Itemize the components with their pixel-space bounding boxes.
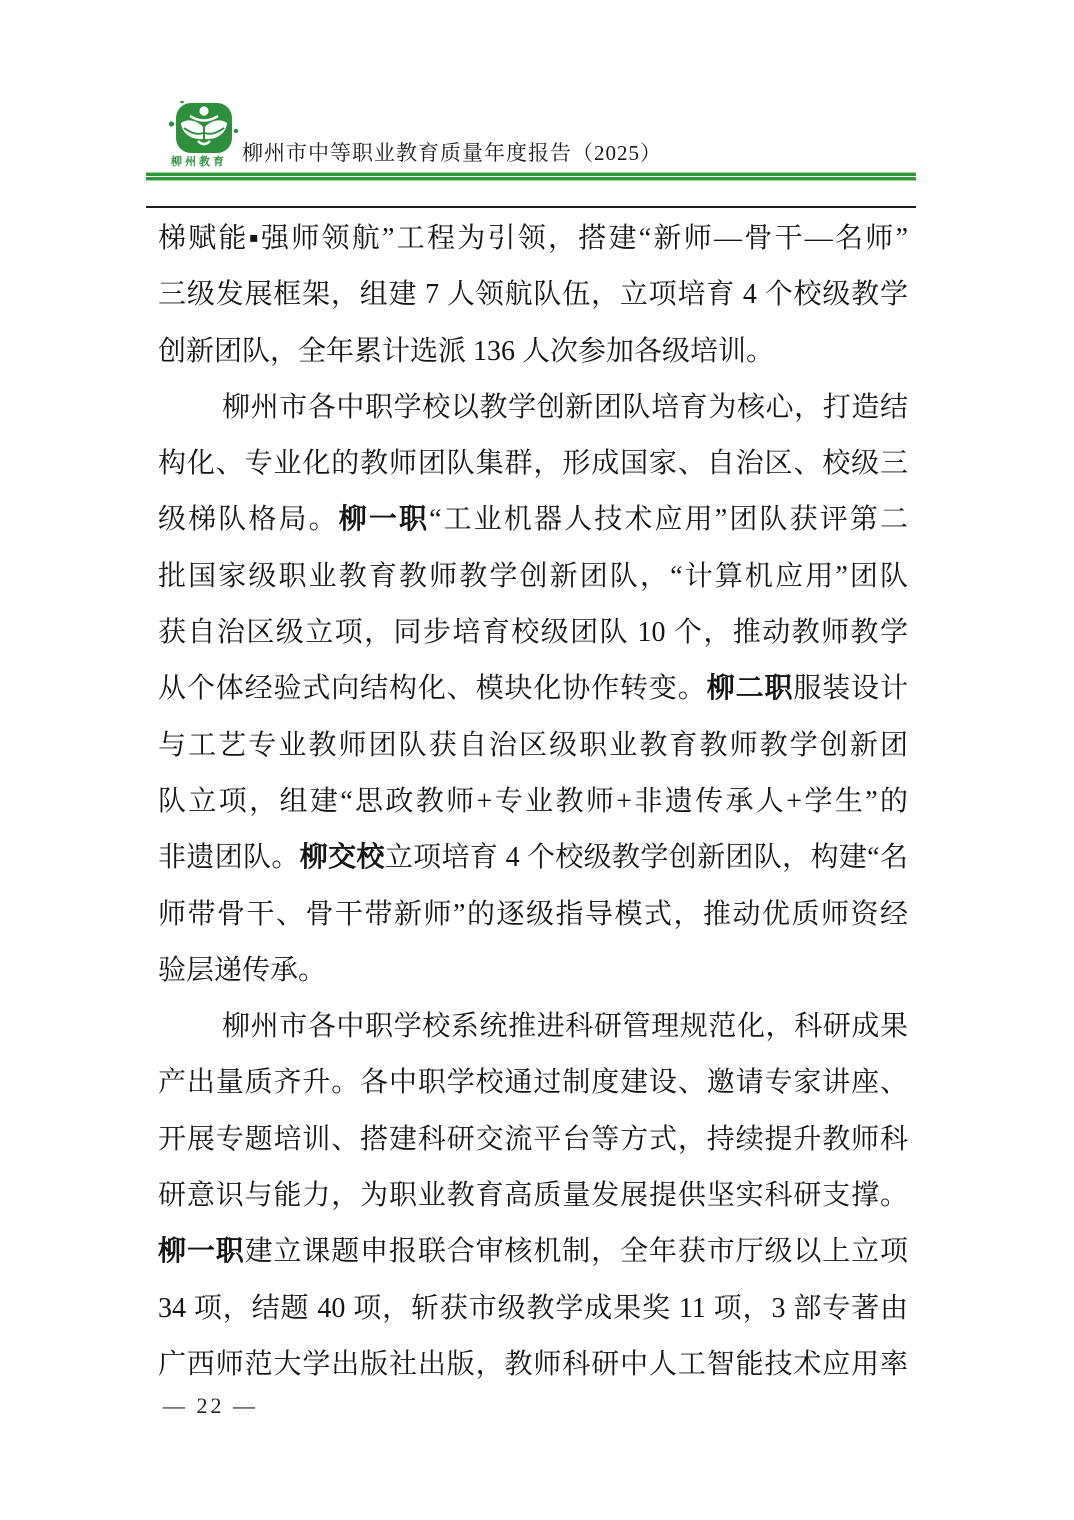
text-segment: 验层递传承。: [158, 954, 327, 986]
text-line: [158, 887, 908, 943]
text-line: [158, 1224, 908, 1280]
text-line: [158, 267, 908, 323]
paragraph: [158, 380, 908, 999]
liuzhou-education-logo-icon: [168, 101, 240, 155]
logo-caption: 柳州教育: [171, 156, 227, 168]
text-line: [158, 492, 908, 548]
text-segment: 广西师范大学出版社出版，教师科研中人工智能技术应用率: [158, 1348, 908, 1380]
school-name-bold: 柳一职: [158, 1236, 245, 1268]
text-line: [158, 211, 908, 267]
paragraph: [158, 999, 908, 1393]
text-segment: 从个体经验式向结构化、模块化协作转变。: [158, 673, 707, 705]
document-body: [158, 211, 908, 1393]
text-line: [158, 436, 908, 492]
text-segment: 批国家级职业教育教师教学创新团队，“计算机应用”团队: [158, 560, 908, 592]
text-line: [158, 943, 908, 999]
text-segment: 梯赋能▪强师领航”工程为引领，搭建“新师—骨干—名师”: [158, 223, 908, 254]
text-line: [158, 549, 908, 605]
text-segment: 服装设计: [793, 673, 908, 705]
text-segment: 获自治区级立项，同步培育校级团队 10 个，推动教师教学: [158, 617, 908, 649]
text-segment: 开展专题培训、搭建科研交流平台等方式，持续提升教师科: [158, 1123, 908, 1155]
page-number: — 22 —: [163, 1393, 258, 1418]
text-line: [158, 1281, 908, 1337]
school-name-bold: 柳交校: [299, 842, 385, 874]
text-segment: 研意识与能力，为职业教育高质量发展提供坚实科研支撑。: [158, 1180, 908, 1212]
text-segment: 立项培育 4 个校级教学创新团队，构建“名: [384, 842, 908, 874]
text-segment: “工业机器人技术应用”团队获评第二: [429, 504, 908, 536]
text-segment: 师带骨干、骨干带新师”的逐级指导模式，推动优质师资经: [158, 898, 908, 930]
text-line: [158, 830, 908, 886]
text-segment: 三级发展框架，组建 7 人领航队伍，立项培育 4 个校级教学: [158, 279, 908, 311]
school-name-bold: 柳二职: [706, 673, 794, 705]
school-name-bold: 柳一职: [338, 504, 430, 536]
text-segment: 建立课题申报联合审核机制，全年获市厅级以上立项: [244, 1236, 908, 1268]
paragraph: [158, 211, 908, 380]
text-line: [158, 1055, 908, 1111]
text-line: [158, 999, 908, 1055]
text-line: [158, 380, 908, 436]
text-line: [158, 774, 908, 830]
text-line: [158, 661, 908, 717]
page-header-title: 柳州市中等职业教育质量年度报告（2025）: [242, 141, 662, 165]
text-segment: 34 项，结题 40 项，斩获市级教学成果奖 11 项，3 部专著由: [158, 1292, 908, 1324]
text-line: [158, 324, 908, 380]
text-segment: 柳州市各中职学校系统推进科研管理规范化，科研成果: [222, 1011, 908, 1043]
text-line: [158, 1112, 908, 1168]
text-segment: 队立项，组建“思政教师+专业教师+非遗传承人+学生”的: [158, 785, 908, 817]
text-segment: 创新团队，全年累计选派 136 人次参加各级培训。: [158, 335, 775, 367]
text-segment: 非遗团队。: [158, 842, 300, 874]
text-segment: 产出量质齐升。各中职学校通过制度建设、邀请专家讲座、: [158, 1067, 908, 1099]
text-segment: 与工艺专业教师团队获自治区级职业教育教师教学创新团: [158, 729, 908, 761]
header-black-rule: [146, 206, 916, 208]
text-line: [158, 605, 908, 661]
text-line: [158, 718, 908, 774]
text-line: [158, 1168, 908, 1224]
text-segment: 构化、专业化的教师团队集群，形成国家、自治区、校级三: [158, 448, 908, 480]
text-line: [158, 1337, 908, 1393]
header-double-green-rule: [146, 172, 916, 181]
text-segment: 级梯队格局。: [158, 504, 339, 536]
text-segment: 柳州市各中职学校以教学创新团队培育为核心，打造结: [222, 391, 908, 423]
